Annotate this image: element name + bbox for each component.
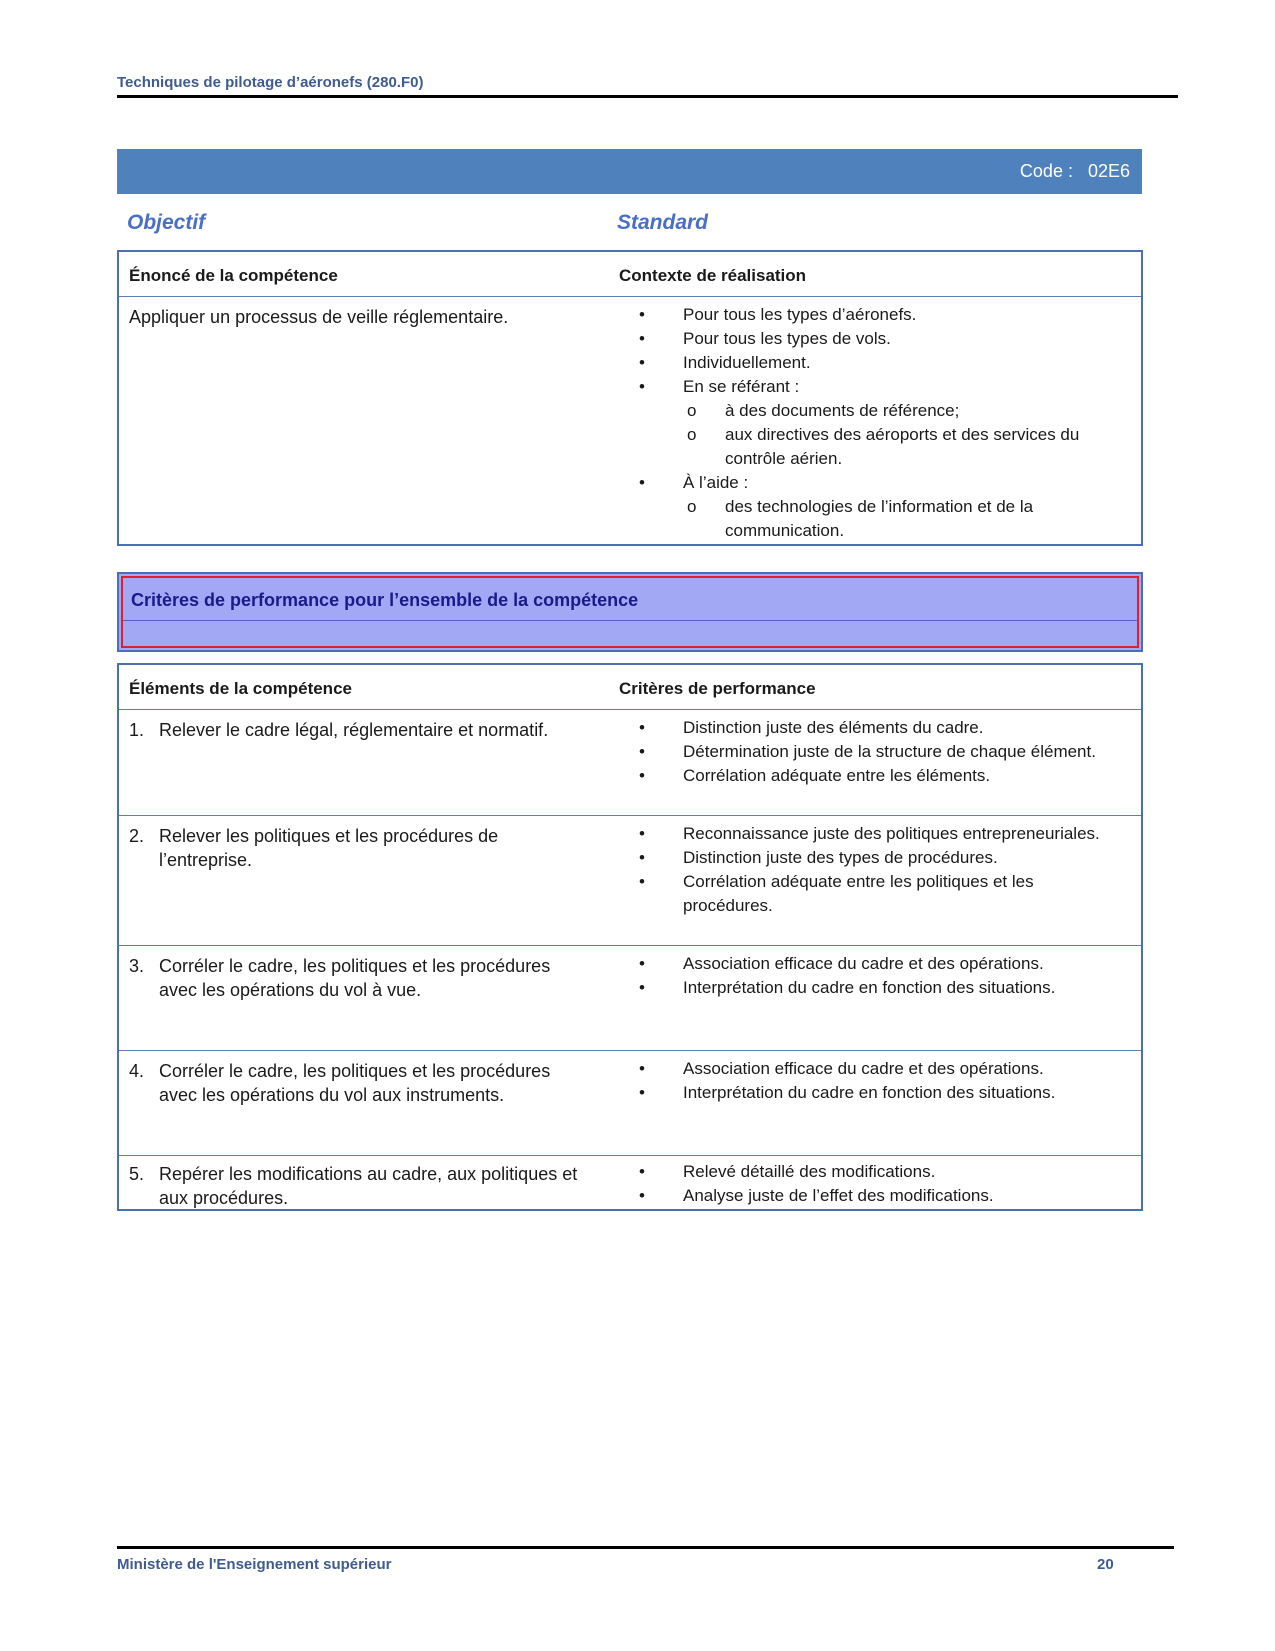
element-item <box>129 824 579 872</box>
section-headings <box>117 211 1142 237</box>
table-row <box>119 1051 1141 1156</box>
criteria-divider <box>123 620 1137 621</box>
list-item: • Corrélation adéquate entre les politiques et les procédures. <box>619 870 1119 918</box>
criteria-list <box>619 822 1119 918</box>
criteria-list <box>619 1057 1119 1105</box>
element-item <box>129 1162 579 1210</box>
element-number: 2. <box>129 826 145 846</box>
list-item: • Distinction juste des éléments du cadre. <box>619 716 1119 740</box>
footer-ministry: Ministère de l'Enseignement supérieur <box>117 1556 392 1573</box>
list-item: • En se référant : <box>619 375 1119 399</box>
list-item: • Analyse juste de l’effet des modifications. <box>619 1184 1119 1208</box>
list-item: • Corrélation adéquate entre les éléments. <box>619 764 1119 788</box>
sub-list-item: o aux directives des aéroports et des services du contrôle aérien. <box>619 423 1119 471</box>
element-item <box>129 1059 579 1107</box>
list-item: • Interprétation du cadre en fonction des situations. <box>619 1081 1119 1105</box>
page-number: 20 <box>1097 1556 1114 1573</box>
table-row <box>119 946 1141 1051</box>
list-item: • Distinction juste des types de procédures. <box>619 846 1119 870</box>
list-item: • Individuellement. <box>619 351 1119 375</box>
header-contexte: Contexte de réalisation <box>619 266 807 285</box>
element-text: Repérer les modifications au cadre, aux politiques et aux procédures. <box>159 1164 578 1208</box>
element-text: Relever les politiques et les procédures de l’entreprise. <box>159 826 499 870</box>
heading-objectif: Objectif <box>127 211 206 234</box>
criteria-list <box>619 1160 1119 1208</box>
list-item: • Association efficace du cadre et des opérations. <box>619 952 1119 976</box>
criteria-list <box>619 716 1119 788</box>
header-criteres: Critères de performance <box>619 679 816 698</box>
element-number: 3. <box>129 956 145 976</box>
competency-statement-table <box>117 250 1143 546</box>
table-row <box>119 297 1141 543</box>
table-header-row <box>119 252 1141 297</box>
list-item: • Détermination juste de la structure de chaque élément. <box>619 740 1119 764</box>
element-text: Corréler le cadre, les politiques et les procédures avec les opérations du vol à vue. <box>159 956 551 1000</box>
footer-rule <box>117 1546 1174 1549</box>
table-row <box>119 1156 1141 1214</box>
header-elements: Éléments de la compétence <box>129 679 352 698</box>
page-header-title: Techniques de pilotage d’aéronefs (280.F0) <box>117 74 424 91</box>
list-item: • Relevé détaillé des modifications. <box>619 1160 1119 1184</box>
element-text: Relever le cadre légal, réglementaire et normatif. <box>159 720 549 740</box>
list-item: • Association efficace du cadre et des opérations. <box>619 1057 1119 1081</box>
competency-code: Code : 02E6 <box>1019 161 1130 181</box>
list-item: • Pour tous les types d’aéronefs. <box>619 303 1119 327</box>
criteria-box <box>117 572 1143 652</box>
element-number: 5. <box>129 1164 145 1184</box>
header-rule <box>117 95 1178 98</box>
element-text: Corréler le cadre, les politiques et les procédures avec les opérations du vol aux instruments. <box>159 1061 551 1105</box>
element-item <box>129 718 579 742</box>
element-number: 1. <box>129 720 145 740</box>
list-item: • Interprétation du cadre en fonction des situations. <box>619 976 1119 1000</box>
list-item: • À l’aide : <box>619 471 1119 495</box>
table-row <box>119 816 1141 946</box>
context-list <box>619 303 1119 543</box>
header-enonce: Énoncé de la compétence <box>129 266 338 285</box>
element-item <box>129 954 579 1002</box>
criteria-highlight <box>121 576 1139 648</box>
sub-list-item: o des technologies de l’information et de la communication. <box>619 495 1119 543</box>
table-row <box>119 710 1141 816</box>
element-number: 4. <box>129 1061 145 1081</box>
heading-standard: Standard <box>617 211 709 234</box>
list-item: • Reconnaissance juste des politiques entrepreneuriales. <box>619 822 1119 846</box>
table-header-row <box>119 665 1141 710</box>
criteria-list <box>619 952 1119 1000</box>
list-item: • Pour tous les types de vols. <box>619 327 1119 351</box>
sub-list-item: o à des documents de référence; <box>619 399 1119 423</box>
elements-criteria-table <box>117 663 1143 1211</box>
competency-statement: Appliquer un processus de veille réglementaire. <box>129 307 509 327</box>
code-bar <box>117 149 1142 194</box>
criteria-title: Critères de performance pour l’ensemble de la compétence <box>131 590 639 610</box>
